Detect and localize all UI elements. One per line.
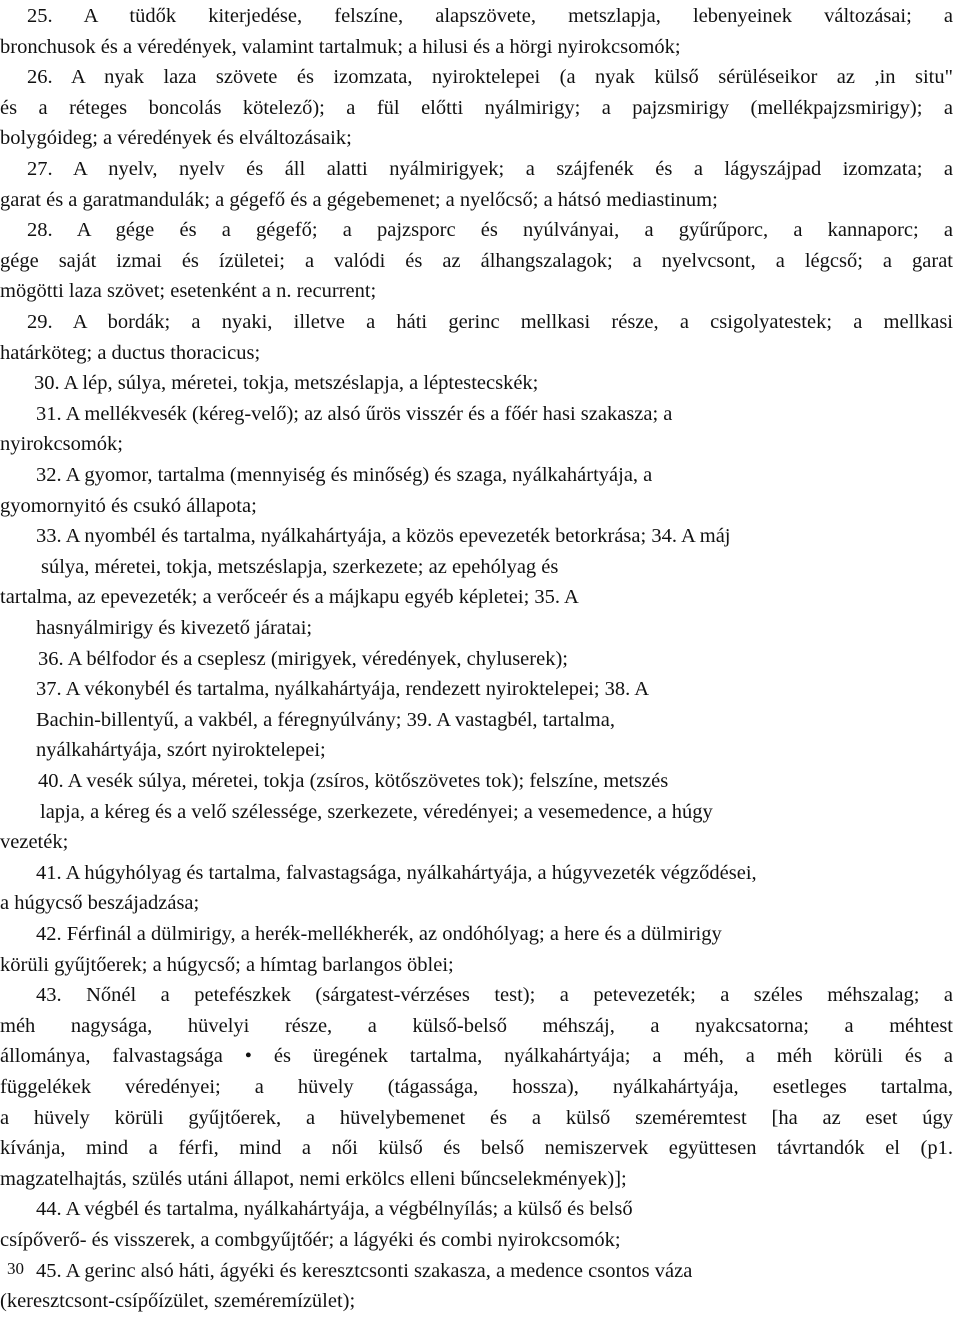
text-line: hasnyálmirigy és kivezető járatai; (36, 617, 313, 639)
text-line: 43. Nőnél a petefészkek (sárgatest-vérzéses test); a petevezeték; a széles méhszalag; a (36, 984, 953, 1007)
text-line: állománya, falvastagsága • és üregének tartalma, nyálkahártyája; a méh, a méh körüli és a (0, 1045, 953, 1068)
text-line: 40. A vesék súlya, méretei, tokja (zsíros, kötőszövetes tok); felszíne, metszés (38, 770, 669, 792)
text-line: gége saját izmai és ízületei; a valódi és az álhangszalagok; a nyelvcsont, a légcső; a garat (0, 249, 953, 272)
text-line: bolygóideg; a véredények és elváltozásaik; (0, 127, 352, 150)
text-line: a húgycső beszájadzása; (0, 892, 200, 915)
text-line: nyirokcsomók; (0, 433, 123, 456)
text-line: Bachin-billentyű, a vakbél, a féregnyúlvány; 39. A vastagbél, tartalma, (36, 708, 615, 731)
text-line: garat és a garatmandulák; a gégefő és a gégebemenet; a nyelőcső; a hátsó mediastinum; (0, 188, 718, 211)
text-line: a hüvely körüli gyűjtőerek, a hüvelybemenet és a külső szeméremtest [ha az eset úgy (0, 1106, 953, 1129)
text-line: 33. A nyombél és tartalma, nyálkahártyája, a közös epevezeték betorkrása; 34. A máj (36, 525, 731, 548)
text-line: 25. A tüdők kiterjedése, felszíne, alapszövete, metszlapja, lebenyeinek változásai; a (27, 5, 953, 27)
text-line: függelékek véredényei; a hüvely (tágassága, hossza), nyálkahártyája, esetleges tartalma, (0, 1076, 953, 1098)
text-line: mögötti laza szövet; esetenként a n. recurrent; (0, 280, 377, 303)
text-line: méh nagysága, hüvelyi része, a külső-belső méhszáj, a nyakcsatorna; a méhtest (0, 1014, 953, 1037)
text-line: 26. A nyak laza szövete és izomzata, nyiroktelepei (a nyak külső sérüléseikor az ,in situ" (27, 66, 953, 89)
text-line: csípőverő- és visszerek, a combgyűjtőér; a lágyéki és combi nyirokcsomók; (0, 1229, 621, 1251)
text-line: 37. A vékonybél és tartalma, nyálkahártyája, rendezett nyiroktelepei; 38. A (36, 678, 650, 701)
text-line: súlya, méretei, tokja, metszéslapja, szerkezete; az epehólyag és (41, 555, 559, 578)
text-line: vezeték; (0, 831, 69, 854)
text-line: és a réteges boncolás kötelező); a fül előtti nyálmirigy; a pajzsmirigy (mellékpajzsmirigy); a (0, 96, 953, 119)
text-line: gyomornyitó és csukó állapota; (0, 494, 257, 517)
text-line: 45. A gerinc alsó háti, ágyéki és keresztcsonti szakasza, a medence csontos váza (36, 1259, 693, 1282)
text-line: 41. A húgyhólyag és tartalma, falvastagsága, nyálkahártyája, a húgyvezeték végződései, (36, 861, 757, 884)
text-line: 30. A lép, súlya, méretei, tokja, metszéslapja, a léptestecskék; (34, 372, 539, 395)
text-line: 27. A nyelv, nyelv és áll alatti nyálmirigyek; a szájfenék és a lágyszájpad izomzata; a (27, 158, 953, 180)
text-line: kívánja, mind a férfi, mind a női külső és belső nemiszervek együttesen távrtandók el (p1. (0, 1137, 953, 1160)
text-line: 29. A bordák; a nyaki, illetve a háti gerinc mellkasi része, a csigolyatestek; a mellkasi (27, 311, 953, 333)
text-line: tartalma, az epevezeték; a verőceér és a májkapu egyéb képletei; 35. A (0, 586, 579, 609)
page-number: 30 (7, 1259, 24, 1278)
text-line: lapja, a kéreg és a velő szélessége, szerkezete, véredényei; a vesemedence, a húgy (40, 800, 713, 823)
text-line: 42. Férfinál a dülmirigy, a herék-mellékherék, az ondóhólyag; a here és a dülmirigy (36, 923, 722, 945)
text-line: magzatelhajtás, szülés utáni állapot, nemi erkölcs elleni bűncselekmények)]; (0, 1167, 627, 1190)
text-line: (keresztcsont-csípőízület, szeméremízület); (0, 1290, 356, 1313)
text-line: nyálkahártyája, szórt nyiroktelepei; (36, 739, 326, 762)
text-line: 44. A végbél és tartalma, nyálkahártyája, a végbélnyílás; a külső és belső (36, 1198, 633, 1221)
text-line: 36. A bélfodor és a cseplesz (mirigyek, véredények, chyluserek); (38, 647, 568, 670)
text-line: 28. A gége és a gégefő; a pajzsporc és nyúlványai, a gyűrűporc, a kannaporc; a (27, 219, 953, 242)
text-line: bronchusok és a véredények, valamint tartalmuk; a hilusi és a hörgi nyirokcsomók; (0, 35, 681, 58)
text-line: határköteg; a ductus thoracicus; (0, 341, 261, 364)
text-line: 31. A mellékvesék (kéreg-velő); az alsó űrös visszér és a főér hasi szakasza; a (36, 402, 673, 425)
text-line: 32. A gyomor, tartalma (mennyiség és minőség) és szaga, nyálkahártyája, a (36, 464, 653, 486)
text-line: körüli gyűjtőerek; a húgycső; a hímtag barlangos öblei; (0, 953, 454, 976)
